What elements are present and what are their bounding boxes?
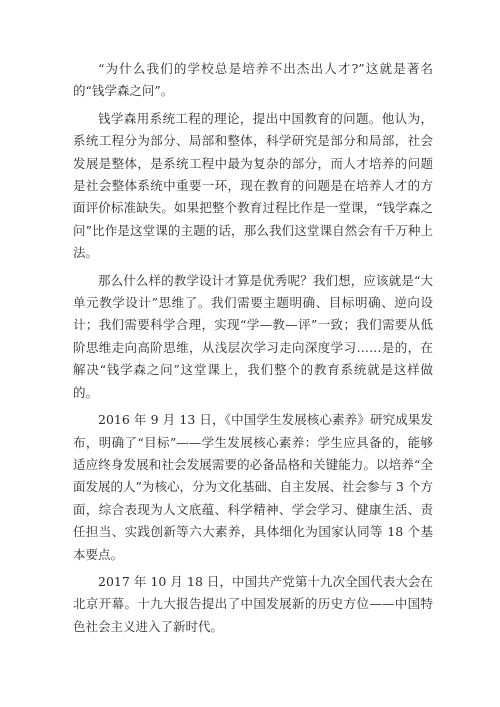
paragraph-19th-congress: 2017 年 10 月 18 日，中国共产党第十九次全国代表大会在北京开幕。十九大报告提出了中国发展新的历史方位——中国特色社会主义进入了新时代。 [73,573,433,634]
document-body [73,58,433,643]
paragraph-qian-xuesen-question: “为什么我们的学校总是培养不出杰出人才?”这就是著名的“钱学森之问”。 [73,61,433,99]
paragraph-core-competencies: 2016 年 9 月 13 日，《中国学生发展核心素养》研究成果发布，明确了“目标”——学生发展核心素养：学生应具备的，能够适应终身发展和社会发展需要的必备品格和关键能力。以培养“全面发展的人”为核心，分为文化基础、自主发展、社会参与 3 个方面，综合表现为人文底蕴、科学精神、学会学习、健康生活、责任担当、实践创新等六大素养，具体细化为国家认同等 18 个基本要点。 [73,412,433,562]
paragraph-unit-teaching-design: 那么什么样的教学设计才算是优秀呢？我们想，应该就是“大单元教学设计”思维了。我们需要主题明确、目标明确、逆向设计；我们需要科学合理，实现“学—教—评”一致；我们需要从低阶思维走向高阶思维，从浅层次学习走向深度学习……是的，在解决“钱学森之问”这堂课上，我们整个的教育系统就是这样做的。 [73,272,433,400]
paragraph-systems-engineering: 钱学森用系统工程的理论，提出中国教育的问题。他认为，系统工程分为部分、局部和整体，科学研究是部分和局部，社会发展是整体，是系统工程中最为复杂的部分，而人才培养的问题是社会整体系统中重要一环，现在教育的问题是在培养人才的方面评价标准缺失。如果把整个教育过程比作是一堂课，“钱学森之问”比作是这堂课的主题的话，那么我们这堂课自然会有千万种上法。 [73,110,433,261]
